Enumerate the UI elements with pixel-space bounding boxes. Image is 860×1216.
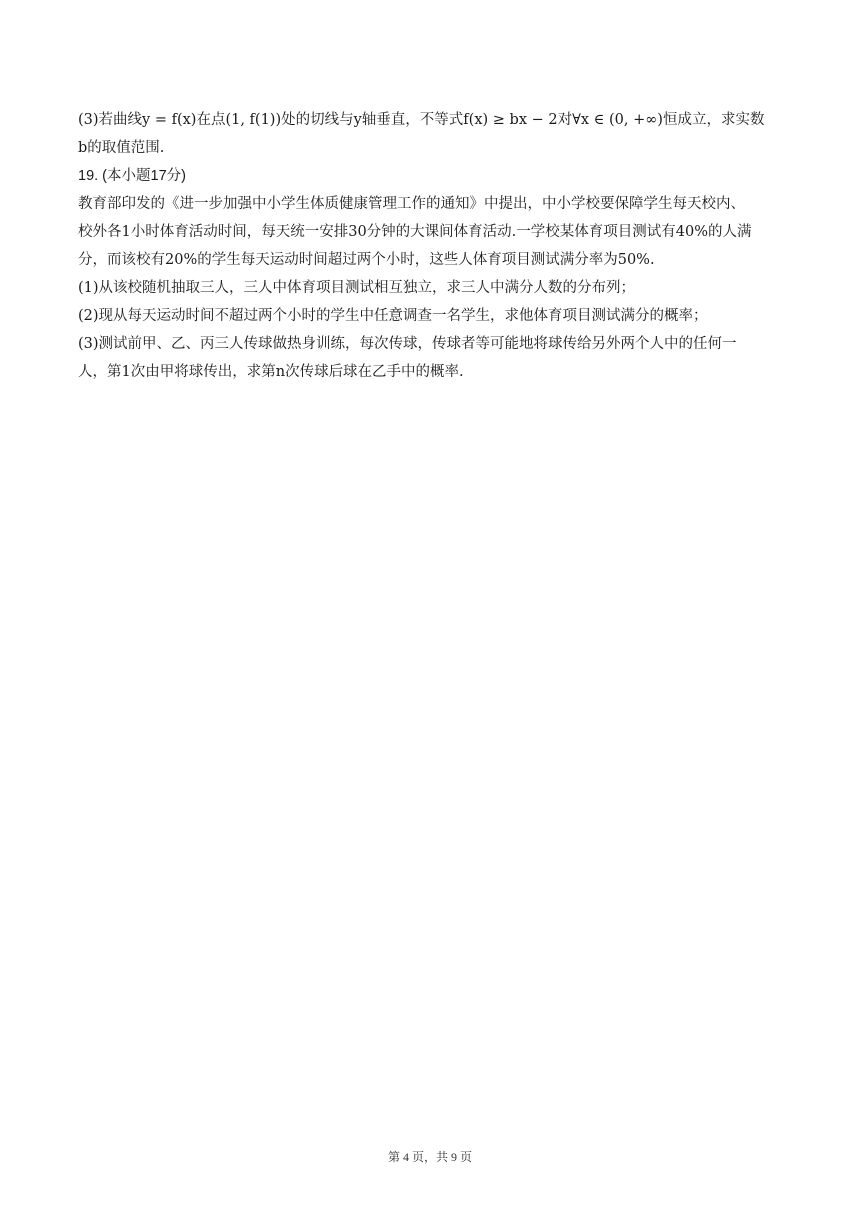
problem19-intro-line2: 校外各1小时体育活动时间，每天统一安排30分钟的大课间体育活动.一学校某体育项目测试有40%的人满	[78, 224, 752, 240]
problem18-part3-line2: b的取值范围.	[78, 140, 165, 156]
problem19-intro-line1: 教育部印发的《进一步加强中小学生体质健康管理工作的通知》中提出，中小学校要保障学生每天校内、	[78, 196, 745, 212]
problem19-part1: (1)从该校随机抽取三人，三人中体育项目测试相互独立，求三人中满分人数的分布列；	[78, 280, 636, 296]
problem19-heading: 19. (本小题17分)	[78, 168, 186, 184]
page-footer: 第 4 页，共 9 页	[387, 1150, 472, 1164]
page-content	[78, 106, 788, 386]
problem19-part3-line2: 人，第1次由甲将球传出，求第n次传球后球在乙手中的概率.	[78, 364, 464, 380]
problem19-intro-line3: 分，而该校有20%的学生每天运动时间超过两个小时，这些人体育项目测试满分率为50%.	[78, 252, 655, 268]
problem19-part2: (2)现从每天运动时间不超过两个小时的学生中任意调查一名学生，求他体育项目测试满分的概率；	[78, 308, 708, 324]
problem19-part3-line1: (3)测试前甲、乙、丙三人传球做热身训练，每次传球，传球者等可能地将球传给另外两个人中的任何一	[78, 336, 737, 352]
problem18-part3-line1: (3)若曲线y = f(x)在点(1, f(1))处的切线与y轴垂直，不等式f(x) ≥ bx − 2对∀x ∈ (0, +∞)恒成立，求实数	[78, 112, 765, 128]
